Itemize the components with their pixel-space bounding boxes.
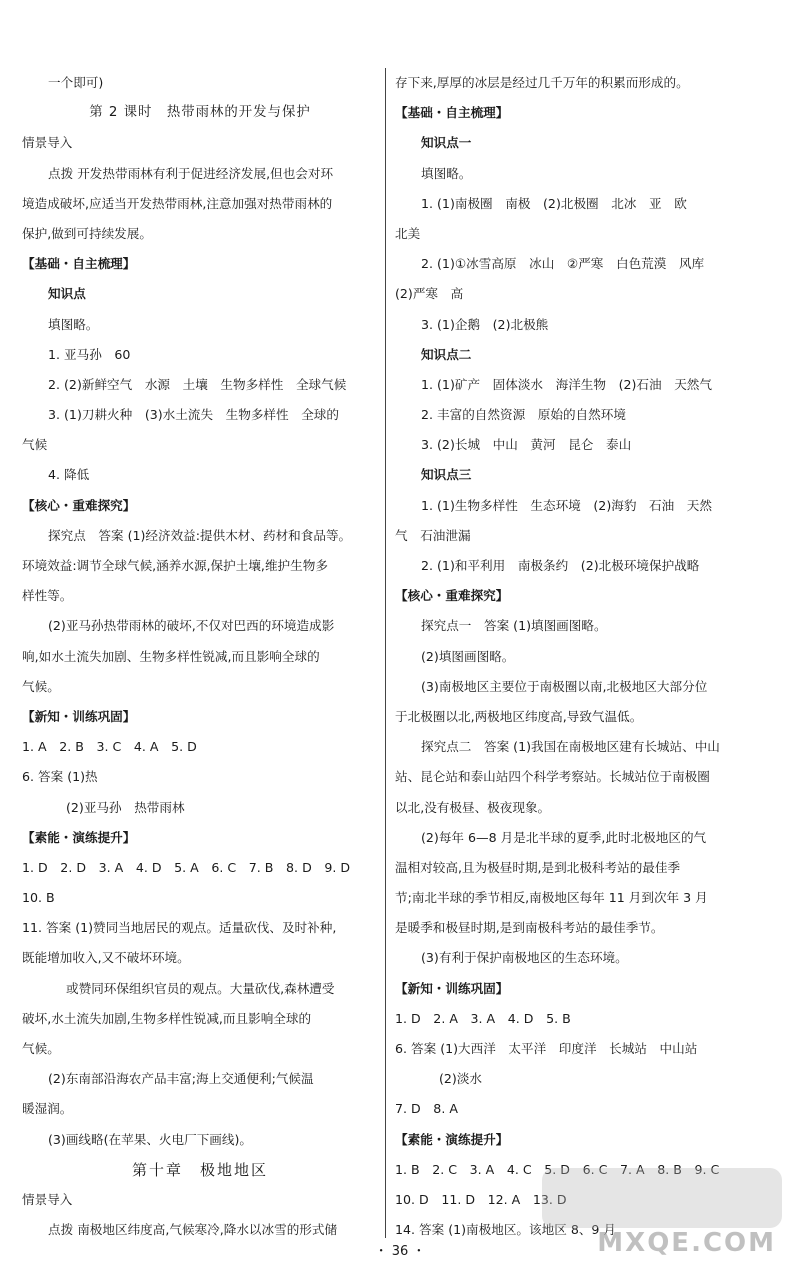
text-line: 探究点二 答案 (1)我国在南极地区建有长城站、中山 bbox=[421, 739, 720, 755]
text-line: 点拨 南极地区纬度高,气候寒冷,降水以冰雪的形式储 bbox=[48, 1222, 338, 1238]
text-line: 【新知・训练巩固】 bbox=[22, 708, 136, 724]
text-line: 1. (1)生物多样性 生态环境 (2)海豹 石油 天然 bbox=[421, 497, 712, 513]
text-line: 保护,做到可持续发展。 bbox=[22, 225, 152, 241]
text-line: 1. (1)南极圈 南极 (2)北极圈 北冰 亚 欧 bbox=[421, 195, 687, 211]
left-column bbox=[22, 68, 378, 1245]
text-line: 1. D 2. D 3. A 4. D 5. A 6. C 7. B 8. D 9. D bbox=[22, 859, 351, 875]
watermark-logo-icon bbox=[542, 1168, 782, 1228]
text-line: 填图略。 bbox=[48, 316, 99, 332]
page-number: ・ 36 ・ bbox=[374, 1244, 426, 1259]
text-line: 是暖季和极昼时期,是到南极科考站的最佳季节。 bbox=[395, 920, 664, 936]
text-line: 2. (2)新鲜空气 水源 土壤 生物多样性 全球气候 bbox=[48, 376, 347, 392]
text-line: 破坏,水土流失加剧,生物多样性锐减,而且影响全球的 bbox=[22, 1010, 312, 1026]
text-line: 站、昆仑站和泰山站四个科学考察站。长城站位于南极圈 bbox=[395, 769, 710, 785]
text-line: 气候。 bbox=[22, 678, 60, 694]
text-line: 【基础・自主梳理】 bbox=[395, 105, 509, 121]
text-line: 气候 bbox=[22, 437, 48, 453]
text-line: (2)东南部沿海农产品丰富;海上交通便利;气候温 bbox=[48, 1071, 314, 1087]
text-line: 情景导入 bbox=[22, 1191, 73, 1207]
text-line: 探究点 答案 (1)经济效益:提供木材、药材和食品等。 bbox=[48, 527, 352, 543]
text-line: 6. 答案 (1)大西洋 太平洋 印度洋 长城站 中山站 bbox=[395, 1041, 698, 1056]
text-line: 第 2 课时 热带雨林的开发与保护 bbox=[89, 105, 311, 121]
text-line: (2)亚马孙热带雨林的破坏,不仅对巴西的环境造成影 bbox=[48, 618, 335, 634]
text-line: 11. 答案 (1)赞同当地居民的观点。适量砍伐、及时补种, bbox=[22, 920, 337, 936]
text-line: (2)每年 6—8 月是北半球的夏季,此时北极地区的气 bbox=[421, 829, 707, 845]
text-line: (3)南极地区主要位于南极圈以南,北极地区大部分位 bbox=[421, 678, 708, 694]
text-line: 10. B bbox=[22, 890, 55, 906]
text-line: (2)淡水 bbox=[439, 1071, 483, 1087]
text-line: 【素能・演练提升】 bbox=[395, 1131, 509, 1147]
text-line: 【核心・重难探究】 bbox=[395, 588, 509, 604]
text-line: 知识点三 bbox=[421, 467, 472, 483]
text-line: 1. D 2. A 3. A 4. D 5. B bbox=[395, 1010, 571, 1026]
text-line: 3. (1)刀耕火种 (3)水土流失 生物多样性 全球的 bbox=[48, 407, 339, 423]
text-line: (2)严寒 高 bbox=[395, 286, 464, 302]
text-line: 或赞同环保组织官员的观点。大量砍伐,森林遭受 bbox=[66, 980, 335, 996]
text-line: 填图略。 bbox=[421, 165, 472, 181]
text-line: 【新知・训练巩固】 bbox=[395, 980, 509, 996]
right-column bbox=[395, 68, 777, 1245]
text-line: 气 石油泄漏 bbox=[395, 527, 471, 543]
text-line: 2. (1)①冰雪高原 冰山 ②严寒 白色荒漠 风库 bbox=[421, 256, 705, 272]
text-line: 气候。 bbox=[22, 1041, 60, 1056]
text-line: (3)有利于保护南极地区的生态环境。 bbox=[421, 950, 628, 966]
text-line: 探究点一 答案 (1)填图画图略。 bbox=[421, 618, 607, 634]
text-line: 14. 答案 (1)南极地区。该地区 8、9 月 bbox=[395, 1222, 617, 1238]
text-line: 知识点一 bbox=[421, 135, 472, 151]
text-line: 点拨 开发热带雨林有利于促进经济发展,但也会对环 bbox=[48, 165, 334, 181]
text-line: 样性等。 bbox=[22, 588, 73, 604]
text-line: 北美 bbox=[395, 225, 421, 241]
text-line: 1. (1)矿产 固体淡水 海洋生物 (2)石油 天然气 bbox=[421, 376, 712, 392]
text-line: 既能增加收入,又不破坏环境。 bbox=[22, 950, 190, 966]
text-line: 于北极圈以北,两极地区纬度高,导致气温低。 bbox=[395, 708, 643, 724]
text-line: 1. 亚马孙 60 bbox=[48, 346, 131, 362]
text-line: 3. (2)长城 中山 黄河 昆仑 泰山 bbox=[421, 437, 632, 453]
text-line: 存下来,厚厚的冰层是经过几千万年的积累而形成的。 bbox=[395, 75, 689, 90]
column-divider bbox=[385, 68, 386, 1238]
text-line: (3)画线略(在苹果、火电厂下画线)。 bbox=[48, 1131, 252, 1147]
text-line: 响,如水土流失加剧、生物多样性锐减,而且影响全球的 bbox=[22, 648, 320, 664]
text-line: 节;南北半球的季节相反,南极地区每年 11 月到次年 3 月 bbox=[395, 890, 708, 906]
watermark-text: MXQE.COM bbox=[597, 1228, 776, 1258]
text-line: 1. B 2. C 3. A 4. C 5. D 6. C 7. A 8. B 9. C bbox=[395, 1161, 720, 1177]
text-line: 2. 丰富的自然资源 原始的自然环境 bbox=[421, 407, 626, 423]
text-line: 以北,没有极昼、极夜现象。 bbox=[395, 799, 551, 815]
text-line: 温相对较高,且为极昼时期,是到北极科考站的最佳季 bbox=[395, 859, 681, 875]
watermark bbox=[542, 1168, 782, 1258]
text-line: 一个即可) bbox=[48, 75, 104, 90]
text-line: 4. 降低 bbox=[48, 467, 90, 483]
text-line: 10. D 11. D 12. A 13. D bbox=[395, 1191, 567, 1207]
text-line: 知识点 bbox=[48, 286, 86, 302]
text-line: 境造成破坏,应适当开发热带雨林,注意加强对热带雨林的 bbox=[22, 195, 333, 211]
text-line: 2. (1)和平利用 南极条约 (2)北极环境保护战略 bbox=[421, 558, 700, 573]
text-line: 【核心・重难探究】 bbox=[22, 497, 136, 513]
text-line: 暖湿润。 bbox=[22, 1101, 73, 1117]
text-line: 第十章 极地地区 bbox=[131, 1160, 268, 1179]
text-line: 1. A 2. B 3. C 4. A 5. D bbox=[22, 739, 197, 755]
text-line: (2)亚马孙 热带雨林 bbox=[66, 799, 185, 815]
text-line: (2)填图画图略。 bbox=[421, 648, 515, 664]
text-line: 7. D 8. A bbox=[395, 1101, 458, 1117]
text-line: 【基础・自主梳理】 bbox=[22, 256, 136, 272]
text-line: 6. 答案 (1)热 bbox=[22, 769, 98, 785]
text-line: 【素能・演练提升】 bbox=[22, 829, 136, 845]
text-line: 3. (1)企鹅 (2)北极熊 bbox=[421, 316, 549, 332]
text-line: 知识点二 bbox=[421, 346, 472, 362]
text-line: 情景导入 bbox=[22, 135, 73, 151]
text-line: 环境效益:调节全球气候,涵养水源,保护土壤,维护生物多 bbox=[22, 558, 328, 573]
